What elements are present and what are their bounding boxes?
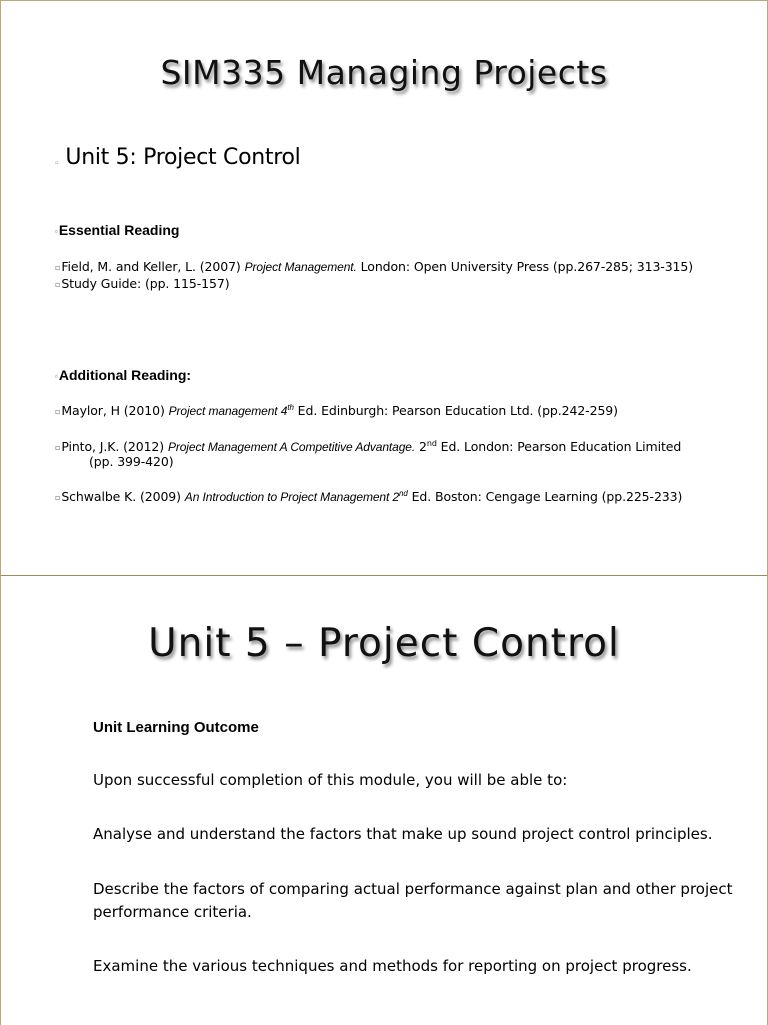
ref-title: Project management 4 — [168, 404, 288, 418]
slide-2-title: Unit 5 – Project Control — [148, 621, 620, 666]
additional-reading-heading — [55, 367, 191, 383]
slide-2 — [0, 575, 768, 1025]
outcome-item-1: Analyse and understand the factors that make up sound project control principles. — [93, 825, 713, 843]
ref-text: Study Guide: (pp. 115-157) — [61, 276, 230, 291]
ref-publisher: Ed. London: Pearson Education Limited — [436, 439, 682, 455]
subtitle-text: Unit 5: Project Control — [65, 145, 301, 170]
bullet-icon: ▫ — [55, 371, 58, 381]
bullet-icon: ▫ — [55, 443, 61, 453]
ref-author: Pinto, J.K. (2012) — [61, 439, 168, 455]
ref-sup: nd — [399, 489, 408, 498]
ref-edition: 2 — [415, 439, 427, 455]
essential-heading-text: Essential Reading — [58, 222, 180, 238]
additional-heading-text: Additional Reading: — [58, 367, 192, 383]
additional-ref-2-cont: (pp. 399-420) — [89, 454, 174, 469]
bullet-icon: ▫ — [55, 493, 61, 502]
ref-author: Schwalbe K. (2009) — [61, 489, 185, 504]
outcome-intro: Upon successful completion of this module, you will be able to: — [93, 771, 568, 789]
slide-1-title: SIM335 Managing Projects — [160, 53, 608, 92]
ref-publisher: Ed. Boston: Cengage Learning (pp.225-233) — [407, 489, 683, 504]
additional-ref-3 — [55, 489, 682, 504]
essential-ref-2 — [55, 276, 229, 291]
ref-author: Maylor, H (2010) — [61, 403, 169, 418]
bullet-icon: ▫ — [55, 160, 59, 166]
ref-author: Field, M. and Keller, L. (2007) — [61, 259, 245, 274]
bullet-icon: ▫ — [55, 226, 58, 236]
additional-ref-1 — [55, 403, 618, 418]
essential-ref-1 — [55, 259, 693, 274]
ref-title: Project Management. — [244, 260, 357, 274]
ref-title: Project Management A Competitive Advantage. — [167, 440, 416, 455]
additional-ref-2 — [55, 439, 681, 454]
ref-title: An Introduction to Project Management 2 — [184, 490, 400, 504]
bullet-icon: ▫ — [55, 263, 61, 272]
ref-publisher: London: Open University Press (pp.267-285; 313-315) — [356, 259, 694, 274]
ref-sup: nd — [426, 439, 437, 448]
bullet-icon: ▫ — [55, 407, 61, 416]
ref-sup: th — [287, 403, 294, 412]
ref-publisher: Ed. Edinburgh: Pearson Education Ltd. (pp.242-259) — [293, 403, 618, 418]
bullet-icon: ▫ — [55, 280, 61, 289]
outcome-item-2: Describe the factors of comparing actual performance against plan and other project performance criteria. — [93, 880, 733, 921]
essential-reading-heading — [55, 222, 179, 238]
learning-outcome-heading: Unit Learning Outcome — [93, 719, 259, 736]
slide-1-subtitle — [55, 145, 300, 170]
outcome-item-3: Examine the various techniques and methods for reporting on project progress. — [93, 957, 692, 975]
